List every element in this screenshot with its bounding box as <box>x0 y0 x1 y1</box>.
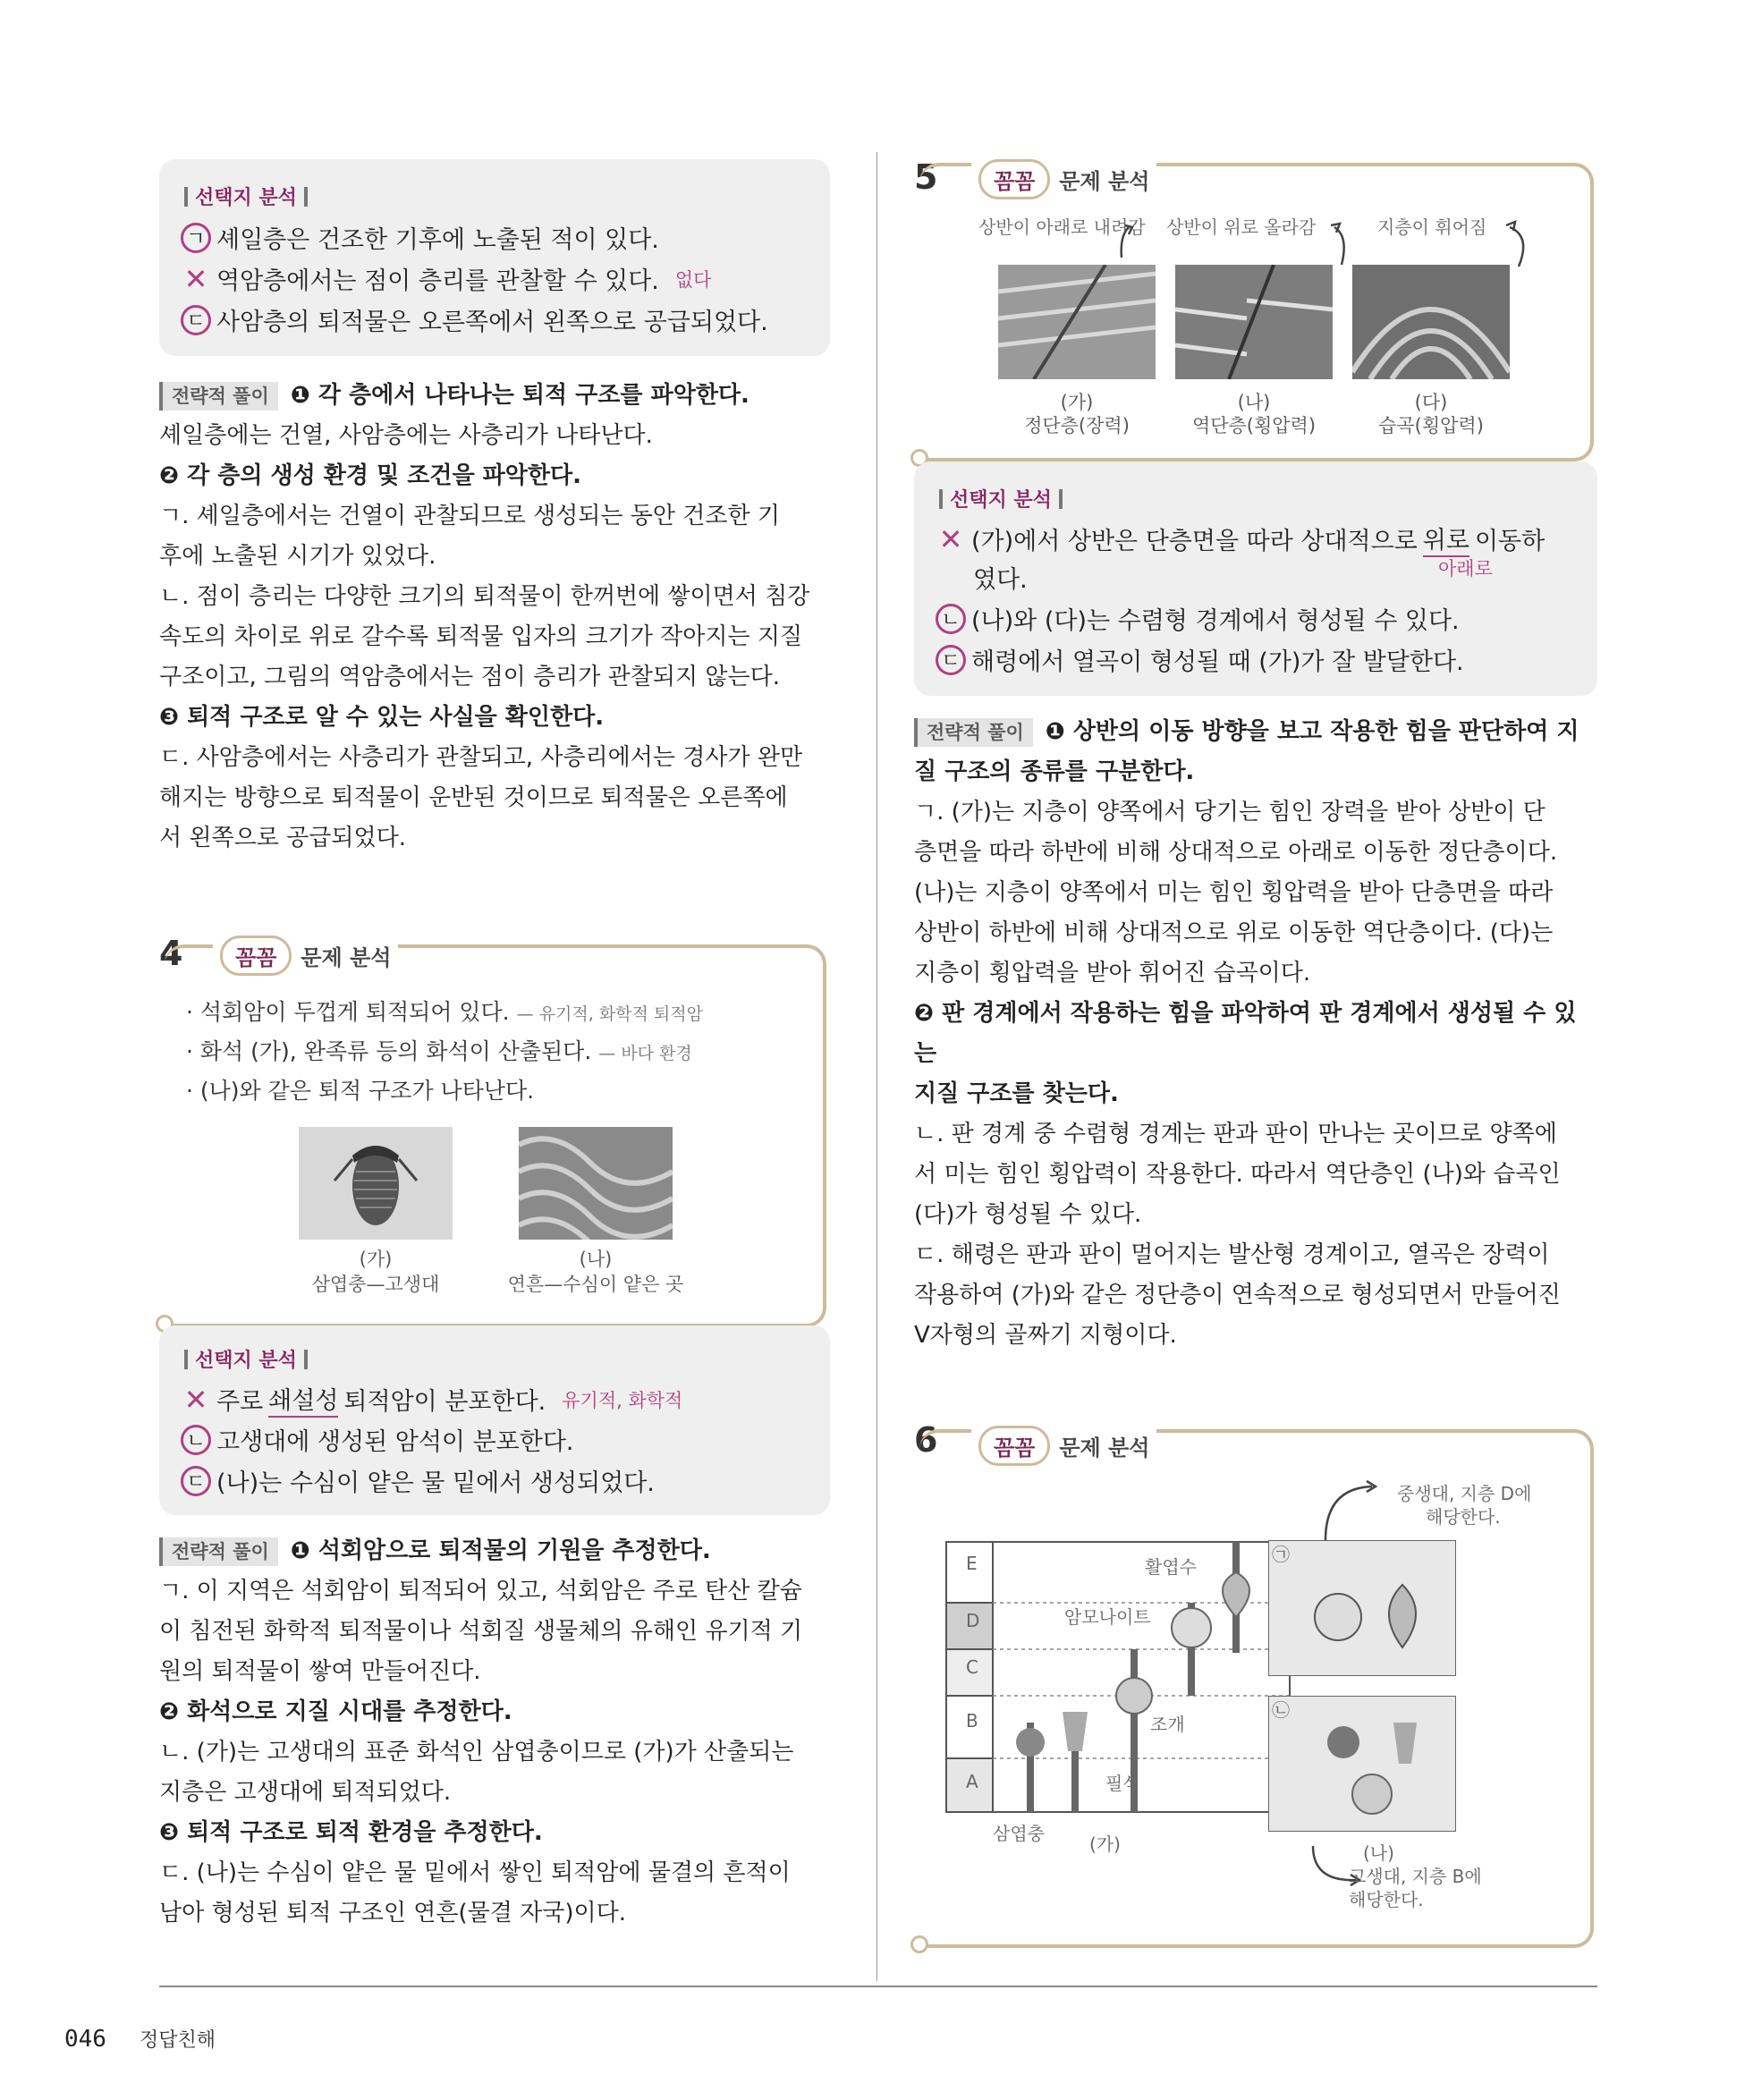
choice-option-1-cont: 였다. <box>973 566 1028 594</box>
choice-analysis-box-q4 <box>159 1325 830 1515</box>
image-label-ga: (가) <box>359 1249 393 1270</box>
reverse-fault-image <box>1175 265 1333 379</box>
panel-mark-b: ㉡ <box>1272 1699 1290 1721</box>
kkomkkom-badge: 꼼꼼 <box>220 936 292 976</box>
wrong-mark-icon: ✕ <box>938 521 963 556</box>
strategy-line: ㄱ. (가)는 지층이 양쪽에서 당기는 힘인 장력을 받아 상반이 단 <box>914 799 1546 826</box>
strategy-tag: 전략적 풀이 <box>159 1537 278 1566</box>
strategy-line: 지질 구조를 찾는다. <box>914 1080 1119 1107</box>
strategy-line: 지층이 횡압력을 받아 휘어진 습곡이다. <box>914 960 1311 986</box>
layer-label-e: E <box>966 1553 978 1574</box>
strategy-line: 작용하여 (가)와 같은 정단층이 연속적으로 형성되면서 만들어진 <box>914 1282 1561 1308</box>
strategy-line: 지층은 고생대에 퇴적되었다. <box>159 1779 452 1806</box>
correction-note: 유기적, 화학적 <box>562 1389 683 1411</box>
fossil-label-graptolite: 필석 <box>1105 1773 1140 1794</box>
choice-option-3: ㄷ (나)는 수심이 얕은 물 밑에서 생성되었다. <box>181 1463 655 1498</box>
panel-arrow-icons <box>1290 1470 1451 1891</box>
choice-option-2: ㄴ 고생대에 생성된 암석이 분포한다. <box>181 1422 573 1457</box>
strategy-line: 속도의 차이로 위로 갈수록 퇴적물 입자의 크기가 작아지는 지질 <box>159 623 803 650</box>
strategy-line: ㄴ. 점이 층리는 다양한 크기의 퇴적물이 한꺼번에 쌓이면서 침강 <box>159 583 810 610</box>
strategy-section-q5 <box>914 712 1597 1356</box>
fossil-label-trilobite: 삼엽충 <box>993 1823 1045 1844</box>
strategy-line: ㄷ. (나)는 수심이 얕은 물 밑에서 쌓인 퇴적암에 물결의 흔적이 <box>159 1859 791 1886</box>
strategy-line: ㄷ. 해령은 판과 판이 멀어지는 발산형 경계이고, 열곡은 장력이 <box>914 1241 1550 1268</box>
choice-option-3: ㄷ 해령에서 열곡이 형성될 때 (가)가 잘 발달한다. <box>936 642 1464 677</box>
panel-mark-a: ㉠ <box>1272 1544 1290 1565</box>
figure-label-ga: (가) <box>1089 1833 1121 1855</box>
analysis-bullet-3: · (나)와 같은 퇴적 구조가 나타난다. <box>186 1078 535 1104</box>
strategy-section-q3 <box>159 376 830 859</box>
wrong-mark-icon: ✕ <box>183 1382 208 1417</box>
analysis-bullet-2: · 화석 (가), 완족류 등의 화석이 산출된다. — 바다 환경 <box>186 1038 692 1064</box>
choice-analysis-title: 선택지 분석 <box>184 182 308 210</box>
strategy-line: 전략적 풀이 ❶ 각 층에서 나타나는 퇴적 구조를 파악한다. <box>159 376 830 416</box>
image-label-da: (다) <box>1414 392 1448 413</box>
ripple-mark-image <box>519 1127 673 1240</box>
strategy-line: ❷ 각 층의 생성 환경 및 조건을 파악한다. <box>159 462 581 489</box>
trilobite-fossil-image <box>299 1127 453 1240</box>
strategy-line: ㄷ. 사암층에서는 사층리가 관찰되고, 사층리에서는 경사가 완만 <box>159 744 803 771</box>
strategy-section-q4 <box>159 1531 830 1934</box>
panel-label-na: (나) <box>1363 1842 1394 1864</box>
strategy-line: 상반이 하반에 비해 상대적으로 위로 이동한 역단층이다. (다)는 <box>914 919 1554 946</box>
strategy-line: V자형의 골짜기 지형이다. <box>914 1322 1177 1349</box>
page-number: 046 <box>64 2026 106 2053</box>
correct-mark-icon: ㄷ <box>181 305 211 335</box>
strategy-line: 서 미는 힘인 횡압력이 작용한다. 따라서 역단층인 (나)와 습곡인 <box>914 1161 1561 1188</box>
question-number-6: 6 <box>914 1420 938 1460</box>
image-label-na: (나) <box>579 1249 613 1270</box>
strategy-line: ㄴ. (가)는 고생대의 표준 화석인 삼엽충이므로 (가)가 산출되는 <box>159 1739 794 1766</box>
choice-option-3: ㄷ 사암층의 퇴적물은 오른쪽에서 왼쪽으로 공급되었다. <box>181 302 768 337</box>
strategy-line: ❸ 퇴적 구조로 알 수 있는 사실을 확인한다. <box>159 704 605 731</box>
bottom-note-line2: 해당한다. <box>1349 1889 1424 1910</box>
strategy-line: 층면을 따라 하반에 비해 상대적으로 아래로 이동한 정단층이다. <box>914 839 1558 866</box>
strategy-line: 셰일층에는 건열, 사암층에는 사층리가 나타난다. <box>159 422 653 449</box>
fossil-label-broadleaf: 활엽수 <box>1145 1556 1197 1578</box>
top-note-line1: 중생대, 지층 D에 <box>1397 1483 1532 1504</box>
strategy-line: 이 침전된 화학적 퇴적물이나 석회질 생물체의 유해인 유기적 기 <box>159 1618 803 1645</box>
layer-label-a: A <box>966 1771 978 1792</box>
strategy-line: 구조이고, 그림의 역암층에서는 점이 층리가 관찰되지 않는다. <box>159 664 781 690</box>
arrow-label-2: 상반이 위로 올라감 <box>1166 216 1317 238</box>
problem-analysis-header-q6: 꼼꼼 문제 분석 <box>971 1426 1156 1466</box>
layer-label-d: D <box>966 1610 980 1631</box>
arrow-label-3: 지층이 휘어짐 <box>1377 216 1487 238</box>
image-caption-ga: 정단층(장력) <box>1024 415 1130 436</box>
footer-rule <box>159 1986 1597 1987</box>
choice-analysis-box-q5 <box>914 461 1597 696</box>
image-label-na: (나) <box>1237 392 1271 413</box>
choice-option-1: ✕ 주로 쇄설성 퇴적암이 분포한다. 유기적, 화학적 <box>181 1381 682 1418</box>
strategy-line: ❷ 화석으로 지질 시대를 추정한다. <box>159 1698 512 1725</box>
strategy-line: (다)가 형성될 수 있다. <box>914 1201 1142 1228</box>
choice-option-2: ✕ 역암층에서는 점이 층리를 관찰할 수 있다. 없다 <box>181 261 711 296</box>
strategy-line: ㄴ. 판 경계 중 수렴형 경계는 판과 판이 만나는 곳이므로 양쪽에 <box>914 1121 1557 1147</box>
strategy-line: ❸ 퇴적 구조로 퇴적 환경을 추정한다. <box>159 1819 543 1846</box>
layer-label-b: B <box>966 1710 978 1732</box>
choice-option-1: ㄱ 셰일층은 건조한 기후에 노출된 적이 있다. <box>181 220 659 255</box>
correction-note: 없다 <box>674 268 712 291</box>
analysis-bullet-1: · 석회암이 두껍게 퇴적되어 있다. — 유기적, 화학적 퇴적암 <box>186 999 703 1025</box>
strategy-line: 서 왼쪽으로 공급되었다. <box>159 825 406 851</box>
choice-analysis-box-q3 <box>159 159 830 356</box>
image-caption-da: 습곡(횡압력) <box>1378 415 1484 436</box>
strategy-line: ㄱ. 이 지역은 석회암이 퇴적되어 있고, 석회암은 주로 탄산 칼슘 <box>159 1578 802 1605</box>
normal-fault-image <box>998 265 1156 379</box>
strategy-line: 전략적 풀이 ❶ 상반의 이동 방향을 보고 작용한 힘을 판단하여 지 <box>914 712 1597 752</box>
question-number-5: 5 <box>914 157 938 197</box>
strategy-line: 후에 노출된 시기가 있었다. <box>159 543 436 570</box>
arrow-label-1: 상반이 아래로 내려감 <box>978 216 1146 238</box>
top-note-line2: 해당한다. <box>1426 1506 1501 1528</box>
kkomkkom-badge: 꼼꼼 <box>978 1426 1050 1466</box>
choice-option-1: ✕ (가)에서 상반은 단층면을 따라 상대적으로 위로 이동하 <box>936 521 1545 557</box>
fold-image <box>1352 265 1510 379</box>
column-divider <box>876 152 877 1981</box>
problem-analysis-header-q4: 꼼꼼 문제 분석 <box>213 936 398 976</box>
problem-analysis-header-q5: 꼼꼼 문제 분석 <box>971 159 1156 199</box>
image-label-ga: (가) <box>1060 392 1094 413</box>
image-caption-ga: 삼엽충—고생대 <box>311 1274 440 1295</box>
choice-analysis-title: 선택지 분석 <box>939 485 1063 512</box>
wrong-mark-icon: ✕ <box>183 261 208 296</box>
correct-mark-icon: ㄴ <box>936 604 966 634</box>
strategy-line: 전략적 풀이 ❶ 석회암으로 퇴적물의 기원을 추정한다. <box>159 1531 830 1571</box>
correction-note: 아래로 <box>1438 558 1493 580</box>
strategy-line: ❷ 판 경계에서 작용하는 힘을 파악하여 판 경계에서 생성될 수 있는 <box>914 1000 1577 1067</box>
choice-analysis-title: 선택지 분석 <box>184 1345 308 1373</box>
image-caption-na: 연흔—수심이 얕은 곳 <box>507 1274 684 1295</box>
bottom-note-line1: 고생대, 지층 B에 <box>1349 1866 1482 1887</box>
page-footer <box>64 2025 216 2053</box>
strategy-line: 남아 형성된 퇴적 구조인 연흔(물결 자국)이다. <box>159 1900 626 1926</box>
strategy-line: 해지는 방향으로 퇴적물이 운반된 것이므로 퇴적물은 오른쪽에 <box>159 784 788 811</box>
choice-option-2: ㄴ (나)와 (다)는 수렴형 경계에서 형성될 수 있다. <box>936 601 1460 636</box>
correct-mark-icon: ㄱ <box>181 223 211 253</box>
image-caption-na: 역단층(횡압력) <box>1191 415 1317 436</box>
strategy-tag: 전략적 풀이 <box>914 718 1033 747</box>
strategy-tag: 전략적 풀이 <box>159 382 278 411</box>
fossil-label-clam: 조개 <box>1150 1714 1185 1735</box>
strategy-line: 질 구조의 종류를 구분한다. <box>914 758 1195 785</box>
strategy-line: (나)는 지층이 양쪽에서 미는 힘인 횡압력을 받아 단층면을 따라 <box>914 879 1554 906</box>
correct-mark-icon: ㄴ <box>181 1425 211 1455</box>
strategy-line: ㄱ. 셰일층에서는 건열이 관찰되므로 생성되는 동안 건조한 기 <box>159 503 781 529</box>
correct-mark-icon: ㄷ <box>936 645 966 675</box>
strategy-line: 원의 퇴적물이 쌓여 만들어진다. <box>159 1658 481 1685</box>
footer-title: 정답친해 <box>139 2029 216 2052</box>
kkomkkom-badge: 꼼꼼 <box>978 159 1050 199</box>
correct-mark-icon: ㄷ <box>181 1466 211 1496</box>
layer-label-c: C <box>966 1656 978 1678</box>
question-number-4: 4 <box>159 934 183 973</box>
fossil-label-ammonite: 암모나이트 <box>1064 1606 1151 1628</box>
